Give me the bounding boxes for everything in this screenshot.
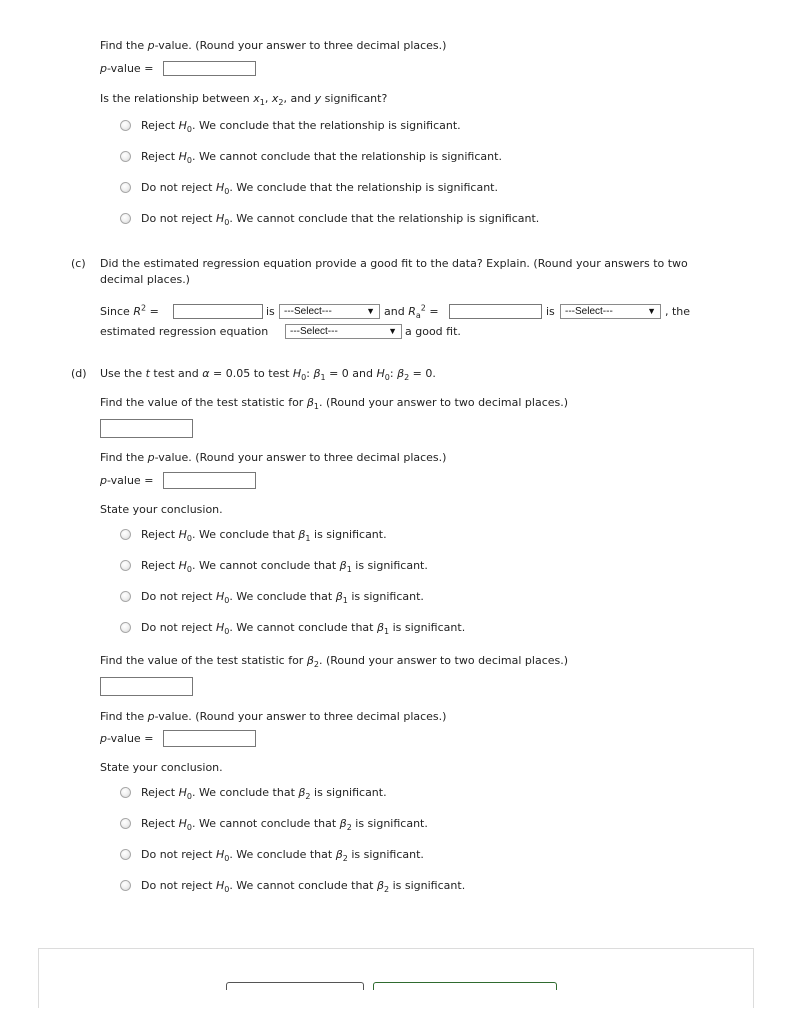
part-d-intro: Use the t test and α = 0.05 to test $H_0$: $\beta_1 = 0$ and $H_0$: $\beta_2 = 0$. xyxy=(100,367,436,383)
b1-stat-prompt: Find the value of the test statistic for $\beta_1$. (Round your answer to two decimal places.) xyxy=(100,396,569,412)
b2-pvalue-label: p-value = xyxy=(100,732,154,745)
option-b1-3: Do not reject $H_0$. We conclude that $\beta_1$ is significant. xyxy=(141,590,424,606)
ra2-input[interactable] xyxy=(449,304,542,319)
pvalue-prompt-b: Find the p-value. (Round your answer to three decimal places.) xyxy=(100,39,447,52)
and-ra2-label: and $R_a^2$ = xyxy=(384,303,439,321)
radio-b2-3[interactable] xyxy=(120,849,131,860)
since-r2-label: Since $R^2$ = xyxy=(100,303,159,318)
part-c-question-line2: decimal places.) xyxy=(100,273,190,286)
b1-pvalue-label: p-value = xyxy=(100,474,154,487)
part-c-label: (c) xyxy=(71,257,86,270)
option-relationship-4: Do not reject $H_0$. We cannot conclude that the relationship is significant. xyxy=(141,212,540,228)
option-b1-2: Reject $H_0$. We cannot conclude that $\beta_1$ is significant. xyxy=(141,559,428,575)
b2-stat-prompt: Find the value of the test statistic for $\beta_2$. (Round your answer to two decimal places.) xyxy=(100,654,569,670)
b1-stat-input[interactable] xyxy=(100,419,193,438)
select-r2-assessment[interactable]: ---Select--- ▼ xyxy=(279,304,380,319)
part-c-question-line1: Did the estimated regression equation provide a good fit to the data? Explain. (Round your answers to two xyxy=(100,257,688,270)
radio-relationship-4[interactable] xyxy=(120,213,131,224)
b1-conclusion-prompt: State your conclusion. xyxy=(100,503,223,516)
option-b2-3: Do not reject $H_0$. We conclude that $\beta_2$ is significant. xyxy=(141,848,424,864)
option-b2-1: Reject $H_0$. We conclude that $\beta_2$ is significant. xyxy=(141,786,387,802)
option-b2-2: Reject $H_0$. We cannot conclude that $\beta_2$ is significant. xyxy=(141,817,428,833)
footer-button-right[interactable] xyxy=(373,982,557,990)
comma-the-label: , the xyxy=(665,305,691,318)
option-b1-1: Reject $H_0$. We conclude that $\beta_1$ is significant. xyxy=(141,528,387,544)
b2-pvalue-input[interactable] xyxy=(163,730,256,747)
estimated-regression-label: estimated regression equation xyxy=(100,325,269,338)
pvalue-label-b: p-value = xyxy=(100,62,154,75)
radio-relationship-1[interactable] xyxy=(120,120,131,131)
radio-relationship-3[interactable] xyxy=(120,182,131,193)
option-relationship-1: Reject $H_0$. We conclude that the relationship is significant. xyxy=(141,119,461,135)
radio-b1-4[interactable] xyxy=(120,622,131,633)
b1-pvalue-prompt: Find the p-value. (Round your answer to three decimal places.) xyxy=(100,451,447,464)
radio-relationship-2[interactable] xyxy=(120,151,131,162)
b2-conclusion-prompt: State your conclusion. xyxy=(100,761,223,774)
footer-button-left[interactable] xyxy=(226,982,364,990)
b2-pvalue-prompt: Find the p-value. (Round your answer to three decimal places.) xyxy=(100,710,447,723)
select-ra2-assessment[interactable]: ---Select--- ▼ xyxy=(560,304,661,319)
radio-b1-2[interactable] xyxy=(120,560,131,571)
radio-b1-3[interactable] xyxy=(120,591,131,602)
footer-panel xyxy=(38,948,754,1008)
option-relationship-2: Reject $H_0$. We cannot conclude that the relationship is significant. xyxy=(141,150,502,166)
b2-stat-input[interactable] xyxy=(100,677,193,696)
is-label-2: is xyxy=(546,305,555,318)
radio-b2-4[interactable] xyxy=(120,880,131,891)
is-label-1: is xyxy=(266,305,275,318)
relationship-question: Is the relationship between $x_1$, $x_2$, and y significant? xyxy=(100,92,388,108)
pvalue-input-b[interactable] xyxy=(163,61,256,76)
select-fit-verb[interactable]: ---Select--- ▼ xyxy=(285,324,402,339)
part-d-label: (d) xyxy=(71,367,87,380)
option-b2-4: Do not reject $H_0$. We cannot conclude that $\beta_2$ is significant. xyxy=(141,879,466,895)
radio-b2-2[interactable] xyxy=(120,818,131,829)
b1-pvalue-input[interactable] xyxy=(163,472,256,489)
r2-input[interactable] xyxy=(173,304,263,319)
radio-b2-1[interactable] xyxy=(120,787,131,798)
good-fit-label: a good fit. xyxy=(405,325,461,338)
option-b1-4: Do not reject $H_0$. We cannot conclude that $\beta_1$ is significant. xyxy=(141,621,466,637)
option-relationship-3: Do not reject $H_0$. We conclude that the relationship is significant. xyxy=(141,181,498,197)
radio-b1-1[interactable] xyxy=(120,529,131,540)
